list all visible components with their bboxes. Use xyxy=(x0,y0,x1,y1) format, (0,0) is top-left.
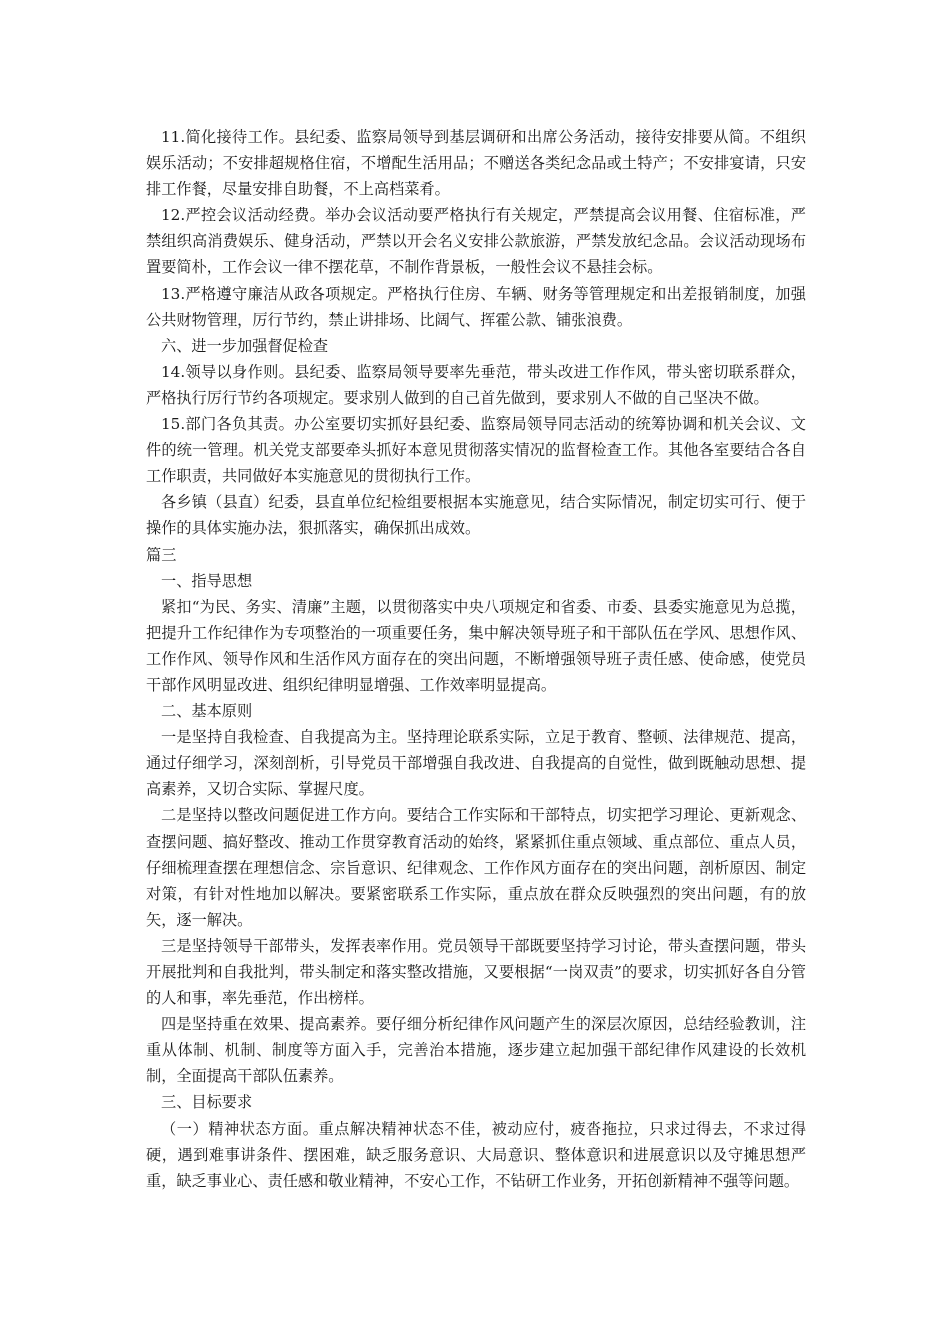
section-heading-1: 一、指导思想 xyxy=(161,571,253,590)
section-heading-2: 二、基本原则 xyxy=(161,702,253,721)
paragraph-goal-1: （一）精神状态方面。重点解决精神状态不佳，被动应付，疲沓拖拉，只求过得去，不求过得硬，遇到难事讲条件、摆困难，缺乏服务意识、大局意识、整体意识和进展意识以及守摊思想严重，缺乏事业心、责任感和敬业精神，不安心工作，不钻研工作业务，开拓创新精神不强等问题。 xyxy=(146,1119,806,1190)
paragraph-guiding-thought: 紧扣“为民、务实、清廉”主题，以贯彻落实中央八项规定和省委、市委、县委实施意见为总揽，把提升工作纪律作为专项整治的一项重要任务，集中解决领导班子和干部队伍在学风、思想作风、工作作风、领导作风和生活作风方面存在的突出问题，不断增强领导班子责任感、使命感，使党员干部作风明显改进、组织纪律明显增强、工作效率明显提高。 xyxy=(146,597,806,694)
paragraph-closing: 各乡镇（县直）纪委，县直单位纪检组要根据本实施意见，结合实际情况，制定切实可行、便于操作的具体实施办法，狠抓落实，确保抓出成效。 xyxy=(146,493,806,538)
paragraph-principle-3: 三是坚持领导干部带头，发挥表率作用。党员领导干部既要坚持学习讨论，带头查摆问题，带头开展批判和自我批判，带头制定和落实整改措施，又要根据“一岗双责”的要求，切实抓好各自分管的人和事，率先垂范，作出榜样。 xyxy=(146,936,806,1008)
paragraph-principle-1: 一是坚持自我检查、自我提高为主。坚持理论联系实际，立足于教育、整顿、法律规范、提高，通过仔细学习，深刻剖析，引导党员干部增强自我改进、自我提高的自觉性，做到既触动思想、提高素养，又切合实际、掌握尺度。 xyxy=(146,728,806,799)
paragraph-14: 14.领导以身作则。县纪委、监察局领导要率先垂范，带头改进工作作风，带头密切联系群众，严格执行厉行节约各项规定。要求别人做到的自己首先做到，要求别人不做的自己坚决不做。 xyxy=(146,362,806,407)
paragraph-13: 13.严格遵守廉洁从政各项规定。严格执行住房、车辆、财务等管理规定和出差报销制度，加强公共财物管理，厉行节约，禁止讲排场、比阔气、挥霍公款、铺张浪费。 xyxy=(146,284,806,329)
paragraph-principle-2: 二是坚持以整改问题促进工作方向。要结合工作实际和干部特点，切实把学习理论、更新观念、查摆问题、搞好整改、推动工作贯穿教育活动的始终，紧紧抓住重点领域、重点部位、重点人员，仔细梳理查摆在理想信念、宗旨意识、纪律观念、工作作风方面存在的突出问题，剖析原因、制定对策，有针对性地加以解决。要紧密联系工作实际，重点放在群众反映强烈的突出问题，有的放矢，逐一解决。 xyxy=(146,806,806,929)
section-heading-3: 三、目标要求 xyxy=(161,1093,253,1112)
section-heading-6: 六、进一步加强督促检查 xyxy=(161,336,329,355)
part-heading: 篇三 xyxy=(146,545,177,564)
paragraph-15: 15.部门各负其责。办公室要切实抓好县纪委、监察局领导同志活动的统筹协调和机关会议、文件的统一管理。机关党支部要牵头抓好本意见贯彻落实情况的监督检查工作。其他各室要结合各自工作职责，共同做好本实施意见的贯彻执行工作。 xyxy=(146,415,806,486)
paragraph-12: 12.严控会议活动经费。举办会议活动要严格执行有关规定，严禁提高会议用餐、住宿标准，严禁组织高消费娱乐、健身活动，严禁以开会名义安排公款旅游，严禁发放纪念品。会议活动现场布置要简朴，工作会议一律不摆花草，不制作背景板，一般性会议不悬挂会标。 xyxy=(146,206,806,277)
paragraph-principle-4: 四是坚持重在效果、提高素养。要仔细分析纪律作风问题产生的深层次原因，总结经验教训，注重从体制、机制、制度等方面入手，完善治本措施，逐步建立起加强干部纪律作风建设的长效机制，全面提高干部队伍素养。 xyxy=(146,1015,806,1086)
paragraph-11: 11.简化接待工作。县纪委、监察局领导到基层调研和出席公务活动，接待安排要从简。不组织娱乐活动；不安排超规格住宿，不增配生活用品；不赠送各类纪念品或土特产；不安排宴请，只安排工作餐，尽量安排自助餐，不上高档菜肴。 xyxy=(146,128,806,199)
document-page xyxy=(146,124,806,1194)
